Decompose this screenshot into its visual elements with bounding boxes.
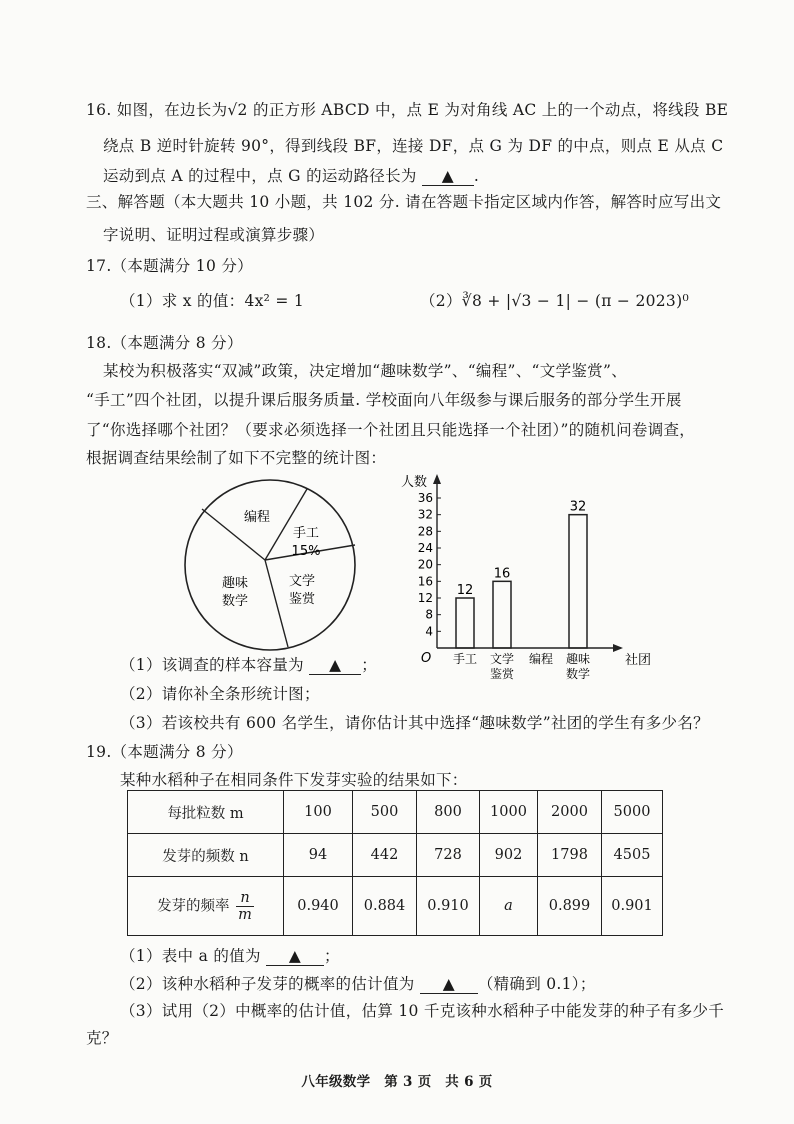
pie-label-handcraft-percent: 15% — [291, 544, 321, 559]
q18-paragraph-line-4: 根据调查结果绘制了如下不完整的统计图： — [86, 449, 387, 467]
q19-intro: 某种水稻种子在相同条件下发芽实验的结果如下： — [120, 771, 468, 789]
q17-part-1-label: （1）求 x 的值： — [120, 292, 245, 310]
pie-label-literature-2: 鉴赏 — [288, 592, 316, 607]
q17-part-2 — [420, 289, 689, 311]
q19-header: 19.（本题满分 8 分） — [86, 743, 243, 761]
q16-line-3-text: 运动到点 A 的过程中，点 G 的运动路径长为 — [103, 167, 417, 185]
y-axis-arrow — [433, 474, 441, 484]
q17-part-1-expr: 4x² = 1 — [244, 292, 305, 310]
q19-sub-2-blank: ▲ — [420, 975, 478, 994]
x-axis-arrow — [613, 644, 623, 652]
pie-label-literature-1: 文学 — [288, 574, 316, 589]
y-tick-label: 24 — [417, 541, 433, 555]
bar — [493, 581, 511, 648]
y-tick-label: 8 — [425, 607, 433, 622]
fraction-denominator: m — [238, 906, 252, 923]
table-cell: 0.884 — [353, 877, 417, 936]
q19-sub-2 — [120, 972, 596, 994]
table-cell: 5000 — [602, 791, 663, 834]
table-row-batch-size — [128, 791, 663, 834]
table-cell: 0.901 — [602, 877, 663, 936]
bar-value-label: 12 — [456, 583, 474, 598]
table-row-germinated-count — [128, 834, 663, 877]
table-cell: 442 — [353, 834, 417, 877]
table-cell: 1000 — [480, 791, 538, 834]
row-header-germinated-count: 发芽的频数 n — [128, 834, 284, 877]
y-tick-label: 28 — [417, 524, 433, 539]
q18-sub-2: （2）请你补全条形统计图； — [120, 685, 320, 703]
table-cell-unknown-a: a — [480, 877, 538, 936]
q18-sub-1-end: ； — [361, 656, 378, 674]
y-tick-label: 16 — [417, 574, 433, 589]
q18-paragraph-line-2: “手工”四个社团，以提升课后服务质量. 学校面向八年级参与课后服务的部分学生开展 — [86, 391, 682, 409]
q17-part-1 — [120, 289, 304, 311]
x-tick-label: 手工 — [452, 652, 478, 666]
q19-sub-1-blank: ▲ — [266, 947, 324, 966]
row-header-rate-text: 发芽的频率 — [157, 898, 230, 914]
x-tick-label: 编程 — [528, 652, 554, 666]
q18-sub-3: （3）若该校共有 600 名学生，请你估计其中选择“趣味数学”社团的学生有多少名？ — [120, 714, 709, 732]
pie-label-handcraft: 手工 — [292, 526, 320, 541]
table-cell: 902 — [480, 834, 538, 877]
y-tick-label: 12 — [417, 591, 433, 605]
y-axis-label: 人数 — [401, 475, 428, 490]
q16-end: . — [473, 167, 480, 185]
x-tick-label: 文学 — [489, 652, 515, 666]
q18-paragraph-line-1: 某校为积极落实“双减”政策，决定增加“趣味数学”、“编程”、“文学鉴赏”、 — [103, 362, 627, 380]
x-tick-label: 数学 — [565, 667, 591, 681]
y-tick-label: 36 — [417, 491, 433, 505]
table-row-germination-rate — [128, 877, 663, 936]
pie-label-programming: 编程 — [243, 510, 271, 525]
q19-sub-3-line-1: （3）试用（2）中概率的估计值，估算 10 千克该种水稻种子中能发芽的种子有多少千 — [120, 1002, 725, 1020]
q17-part-2-expr: ∛8 + |√3 − 1| − (π − 2023)⁰ — [461, 292, 689, 310]
q18-sub-1-blank: ▲ — [309, 656, 361, 675]
q16-line-3 — [103, 164, 479, 186]
fraction-n-over-m — [236, 890, 254, 923]
q19-sub-2-text: （2）该种水稻种子发芽的概率的估计值为 — [120, 975, 415, 993]
y-tick-label: 32 — [417, 507, 433, 522]
section3-heading-line-2: 字说明、证明过程或演算步骤） — [103, 226, 325, 244]
q17-header: 17.（本题满分 10 分） — [86, 257, 253, 275]
pie-divider-4 — [265, 560, 288, 647]
q16-answer-blank: ▲ — [422, 167, 474, 186]
bar-value-label: 32 — [569, 499, 587, 515]
q18-sub-1 — [120, 653, 377, 675]
table-cell: 1798 — [538, 834, 602, 877]
table-cell: 0.940 — [284, 877, 353, 936]
q18-sub-1-text: （1）该调查的样本容量为 — [120, 656, 304, 674]
table-cell: 100 — [284, 791, 353, 834]
table-cell: 800 — [417, 791, 480, 834]
table-cell: 0.899 — [538, 877, 602, 936]
q17-part-2-label: （2） — [420, 292, 462, 310]
table-cell: 2000 — [538, 791, 602, 834]
table-cell: 4505 — [602, 834, 663, 877]
bar — [569, 515, 587, 648]
x-tick-label: 鉴赏 — [489, 667, 515, 681]
pie-outline — [185, 480, 355, 650]
bar-value-label: 16 — [493, 566, 511, 582]
section3-heading-line-1: 三、解答题（本大题共 10 小题，共 102 分. 请在答题卡指定区域内作答，解答时应写出文 — [86, 193, 722, 211]
q18-paragraph-line-3: 了“你选择哪个社团？（要求必须选择一个社团且只能选择一个社团）”的随机问卷调查， — [86, 421, 696, 439]
q19-sub-1-text: （1）表中 a 的值为 — [120, 947, 261, 965]
bar — [456, 598, 474, 648]
q19-sub-1 — [120, 944, 340, 966]
page-footer: 八年级数学 第 3 页 共 6 页 — [301, 1074, 493, 1090]
pie-label-fun-math-1: 趣味 — [221, 576, 249, 591]
row-header-batch-size: 每批粒数 m — [128, 791, 284, 834]
pie-label-fun-math-2: 数学 — [221, 594, 249, 609]
q19-sub-1-end: ； — [324, 947, 340, 965]
germination-table — [127, 790, 663, 936]
table-cell: 728 — [417, 834, 480, 877]
x-tick-label: 趣味 — [565, 652, 591, 666]
x-axis-label: 社团 — [625, 653, 652, 668]
q16-line-2: 绕点 B 逆时针旋转 90°，得到线段 BF，连接 DF，点 G 为 DF 的中点，则点 E 从点 C — [103, 137, 724, 155]
row-header-germination-rate — [128, 877, 284, 936]
q16-line-1: 16. 如图，在边长为√2 的正方形 ABCD 中，点 E 为对角线 AC 上的一个动点，将线段 BE — [86, 101, 729, 119]
table-cell: 0.910 — [417, 877, 480, 936]
pie-chart — [180, 475, 360, 655]
fraction-numerator: n — [236, 890, 254, 907]
q18-header: 18.（本题满分 8 分） — [86, 334, 243, 352]
origin-label: O — [421, 651, 432, 666]
y-tick-label: 4 — [425, 624, 433, 639]
bar-chart — [395, 470, 655, 685]
y-tick-label: 20 — [417, 557, 433, 572]
q19-sub-3-line-2: 克？ — [86, 1029, 118, 1047]
table-cell: 94 — [284, 834, 353, 877]
q19-sub-2-end: （精确到 0.1）； — [477, 975, 596, 993]
table-cell: 500 — [353, 791, 417, 834]
